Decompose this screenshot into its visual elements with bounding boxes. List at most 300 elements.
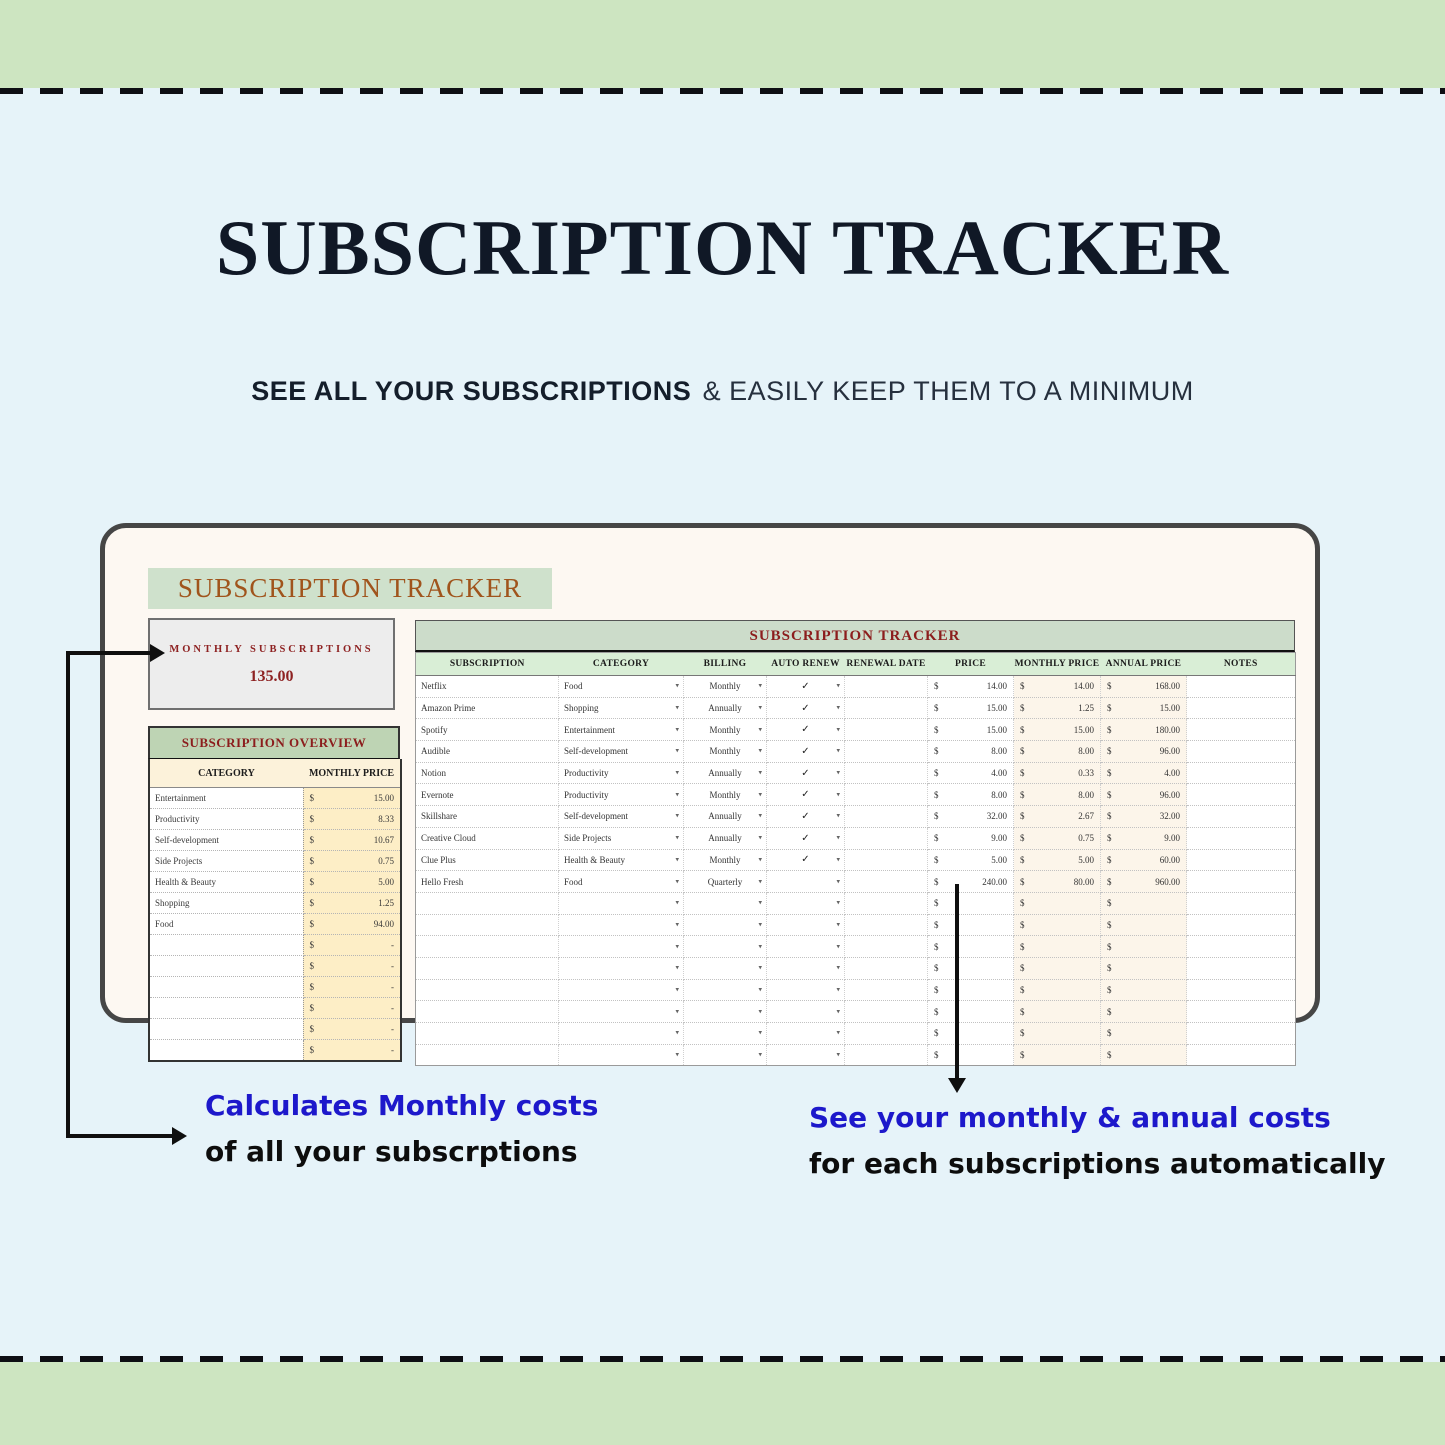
cell-annual-price[interactable] <box>1101 806 1187 828</box>
cell-billing-dropdown[interactable] <box>684 1023 767 1045</box>
cell-notes[interactable] <box>1187 719 1296 741</box>
tracker-col-monthly-price: MONTHLY PRICE <box>1014 653 1101 676</box>
cell-price[interactable] <box>928 676 1014 698</box>
dropdown-arrow-icon[interactable]: ▾ <box>758 985 762 994</box>
cell-subscription[interactable]: Spotify <box>416 719 559 741</box>
cell-category[interactable]: Side Projects <box>149 851 303 872</box>
cell-billing-dropdown[interactable] <box>684 979 767 1001</box>
cell-billing-dropdown[interactable]: Quarterly ▾ <box>684 871 767 893</box>
cell-renewal-date[interactable] <box>845 741 928 763</box>
cell-category-dropdown[interactable] <box>559 1023 684 1045</box>
cell-monthly-price[interactable] <box>303 914 401 935</box>
cell-notes[interactable] <box>1187 676 1296 698</box>
dropdown-arrow-icon[interactable]: ▾ <box>836 681 840 690</box>
cell-subscription[interactable] <box>416 1044 559 1066</box>
tracker-row <box>416 784 1296 806</box>
overview-row <box>149 977 401 998</box>
cell-notes[interactable] <box>1187 827 1296 849</box>
page-title: SUBSCRIPTION TRACKER <box>215 204 1230 291</box>
dropdown-arrow-icon[interactable]: ▾ <box>675 1028 679 1037</box>
dropdown-arrow-icon[interactable]: ▾ <box>836 746 840 755</box>
cell-renewal-date[interactable] <box>845 979 928 1001</box>
cell-notes[interactable] <box>1187 914 1296 936</box>
cell-auto-renew-dropdown[interactable] <box>767 892 845 914</box>
dropdown-arrow-icon[interactable]: ▾ <box>758 768 762 777</box>
dropdown-arrow-icon[interactable]: ▾ <box>836 703 840 712</box>
cell-category-dropdown[interactable]: Food ▾ <box>559 871 684 893</box>
cell-renewal-date[interactable] <box>845 849 928 871</box>
cell-monthly-price[interactable] <box>1014 719 1101 741</box>
cell-notes[interactable] <box>1187 1044 1296 1066</box>
dropdown-arrow-icon[interactable]: ▾ <box>675 746 679 755</box>
dropdown-arrow-icon[interactable]: ▾ <box>758 920 762 929</box>
cell-annual-price[interactable] <box>1101 784 1187 806</box>
cell-category-dropdown[interactable]: Side Projects ▾ <box>559 827 684 849</box>
cell-renewal-date[interactable] <box>845 762 928 784</box>
cell-monthly-price[interactable] <box>1014 979 1101 1001</box>
cell-auto-renew-dropdown[interactable]: ✓ ▾ <box>767 784 845 806</box>
cell-auto-renew-dropdown[interactable]: ✓ ▾ <box>767 697 845 719</box>
cell-annual-price[interactable] <box>1101 719 1187 741</box>
overview-row <box>149 1019 401 1040</box>
cell-category[interactable]: Entertainment <box>149 788 303 809</box>
tracker-row <box>416 806 1296 828</box>
dropdown-arrow-icon[interactable]: ▾ <box>675 963 679 972</box>
currency-symbol: $ <box>1020 746 1025 757</box>
dropdown-arrow-icon[interactable]: ▾ <box>758 790 762 799</box>
cell-billing-dropdown[interactable]: Monthly ▾ <box>684 784 767 806</box>
cell-price[interactable] <box>928 1044 1014 1066</box>
cell-renewal-date[interactable] <box>845 719 928 741</box>
cell-subscription[interactable] <box>416 936 559 958</box>
currency-symbol: $ <box>1107 876 1112 887</box>
cell-annual-price[interactable] <box>1101 871 1187 893</box>
dropdown-arrow-icon[interactable]: ▾ <box>675 811 679 820</box>
cell-auto-renew-dropdown[interactable] <box>767 1023 845 1045</box>
cell-price[interactable] <box>928 849 1014 871</box>
cell-price[interactable] <box>928 1001 1014 1023</box>
cell-monthly-price[interactable] <box>303 788 401 809</box>
cell-monthly-price[interactable] <box>303 935 401 956</box>
dropdown-arrow-icon[interactable]: ▾ <box>675 985 679 994</box>
cell-price[interactable] <box>928 697 1014 719</box>
cell-notes[interactable] <box>1187 936 1296 958</box>
currency-symbol: $ <box>1107 724 1112 735</box>
currency-symbol: $ <box>309 898 314 908</box>
cell-monthly-price[interactable] <box>1014 892 1101 914</box>
cell-annual-price[interactable] <box>1101 741 1187 763</box>
cell-monthly-price[interactable] <box>303 956 401 977</box>
cell-billing-dropdown[interactable] <box>684 1001 767 1023</box>
cell-monthly-price[interactable] <box>303 830 401 851</box>
currency-symbol: $ <box>1107 898 1112 909</box>
cell-subscription[interactable]: Evernote <box>416 784 559 806</box>
dropdown-arrow-icon[interactable]: ▾ <box>836 1028 840 1037</box>
dropdown-arrow-icon[interactable]: ▾ <box>758 1050 762 1059</box>
cell-monthly-price[interactable] <box>303 893 401 914</box>
dropdown-arrow-icon[interactable]: ▾ <box>758 1028 762 1037</box>
monthly-subscriptions-value: 135.00 <box>249 668 294 685</box>
cell-auto-renew-dropdown[interactable] <box>767 1044 845 1066</box>
cell-subscription[interactable]: Skillshare <box>416 806 559 828</box>
cell-annual-price[interactable] <box>1101 827 1187 849</box>
dropdown-arrow-icon[interactable]: ▾ <box>675 920 679 929</box>
cell-monthly-price[interactable] <box>1014 762 1101 784</box>
cell-notes[interactable] <box>1187 1001 1296 1023</box>
cell-price[interactable] <box>928 806 1014 828</box>
cell-category-dropdown[interactable] <box>559 1044 684 1066</box>
cell-monthly-price[interactable] <box>1014 1023 1101 1045</box>
cell-price[interactable] <box>928 1023 1014 1045</box>
cell-annual-price[interactable] <box>1101 849 1187 871</box>
cell-notes[interactable] <box>1187 849 1296 871</box>
cell-renewal-date[interactable] <box>845 914 928 936</box>
cell-subscription[interactable] <box>416 914 559 936</box>
cell-monthly-price[interactable] <box>1014 1001 1101 1023</box>
overview-section <box>148 726 400 1062</box>
dropdown-arrow-icon[interactable]: ▾ <box>836 942 840 951</box>
cell-billing-dropdown[interactable] <box>684 936 767 958</box>
cell-billing-dropdown[interactable]: Monthly ▾ <box>684 849 767 871</box>
dropdown-arrow-icon[interactable]: ▾ <box>758 725 762 734</box>
currency-symbol: $ <box>1107 941 1112 952</box>
dropdown-arrow-icon[interactable]: ▾ <box>836 725 840 734</box>
cell-monthly-price[interactable] <box>1014 784 1101 806</box>
cell-monthly-price[interactable] <box>1014 676 1101 698</box>
dropdown-arrow-icon[interactable]: ▾ <box>675 681 679 690</box>
cell-renewal-date[interactable] <box>845 1001 928 1023</box>
cell-billing-dropdown[interactable] <box>684 957 767 979</box>
cell-auto-renew-dropdown[interactable] <box>767 957 845 979</box>
cell-monthly-price[interactable] <box>1014 957 1101 979</box>
currency-symbol: $ <box>934 811 939 822</box>
cell-billing-dropdown[interactable]: Monthly ▾ <box>684 719 767 741</box>
cell-notes[interactable] <box>1187 871 1296 893</box>
dropdown-arrow-icon[interactable]: ▾ <box>836 833 840 842</box>
cell-auto-renew-dropdown[interactable] <box>767 914 845 936</box>
cell-subscription[interactable]: Netflix <box>416 676 559 698</box>
cell-auto-renew-dropdown[interactable] <box>767 1001 845 1023</box>
cell-monthly-price[interactable] <box>1014 1044 1101 1066</box>
cell-monthly-price[interactable] <box>1014 871 1101 893</box>
cell-monthly-price[interactable] <box>303 872 401 893</box>
cell-category-dropdown[interactable]: Self-development ▾ <box>559 741 684 763</box>
cell-subscription[interactable] <box>416 957 559 979</box>
cell-category[interactable] <box>149 1019 303 1040</box>
connector-line-bottom-horizontal <box>66 1134 174 1138</box>
currency-symbol: $ <box>934 768 939 779</box>
connector-line-right-vertical <box>955 884 959 1080</box>
dropdown-arrow-icon[interactable]: ▾ <box>675 725 679 734</box>
cell-monthly-price[interactable] <box>1014 849 1101 871</box>
dropdown-arrow-icon[interactable]: ▾ <box>836 855 840 864</box>
cell-category-dropdown[interactable]: Health & Beauty ▾ <box>559 849 684 871</box>
cell-category[interactable]: Food <box>149 914 303 935</box>
cell-price[interactable] <box>928 936 1014 958</box>
cell-monthly-price[interactable] <box>1014 806 1101 828</box>
overview-col-category: CATEGORY <box>149 759 303 788</box>
dropdown-arrow-icon[interactable]: ▾ <box>675 790 679 799</box>
currency-symbol: $ <box>309 919 314 929</box>
cell-notes[interactable] <box>1187 697 1296 719</box>
cell-notes[interactable] <box>1187 1023 1296 1045</box>
cell-renewal-date[interactable] <box>845 784 928 806</box>
cell-renewal-date[interactable] <box>845 936 928 958</box>
amount-value: 96.00 <box>1159 789 1180 800</box>
cell-price[interactable] <box>928 979 1014 1001</box>
currency-symbol: $ <box>309 877 314 887</box>
cell-category-dropdown[interactable]: Food ▾ <box>559 676 684 698</box>
dropdown-arrow-icon[interactable]: ▾ <box>758 855 762 864</box>
cell-subscription[interactable]: Clue Plus <box>416 849 559 871</box>
cell-monthly-price[interactable] <box>1014 741 1101 763</box>
connector-arrowhead-right-bottom <box>172 1127 187 1145</box>
dropdown-arrow-icon[interactable]: ▾ <box>675 703 679 712</box>
dropdown-arrow-icon[interactable]: ▾ <box>675 1007 679 1016</box>
cell-monthly-price[interactable] <box>1014 936 1101 958</box>
currency-symbol: $ <box>1020 768 1025 779</box>
dropdown-arrow-icon[interactable]: ▾ <box>836 790 840 799</box>
cell-annual-price[interactable] <box>1101 697 1187 719</box>
dropdown-arrow-icon[interactable]: ▾ <box>758 746 762 755</box>
cell-notes[interactable] <box>1187 892 1296 914</box>
cell-category[interactable]: Productivity <box>149 809 303 830</box>
overview-row <box>149 956 401 977</box>
currency-symbol: $ <box>309 961 314 971</box>
dropdown-arrow-icon[interactable]: ▾ <box>836 1050 840 1059</box>
cell-category[interactable] <box>149 977 303 998</box>
page-subtitle <box>0 376 1445 407</box>
cell-subscription[interactable]: Creative Cloud <box>416 827 559 849</box>
dropdown-arrow-icon[interactable]: ▾ <box>836 877 840 886</box>
cell-annual-price[interactable] <box>1101 936 1187 958</box>
cell-annual-price[interactable] <box>1101 1044 1187 1066</box>
cell-subscription[interactable] <box>416 979 559 1001</box>
dropdown-arrow-icon[interactable]: ▾ <box>758 681 762 690</box>
cell-annual-price[interactable] <box>1101 1001 1187 1023</box>
cell-monthly-price[interactable] <box>303 977 401 998</box>
cell-price[interactable] <box>928 784 1014 806</box>
cell-auto-renew-dropdown[interactable]: ✓ ▾ <box>767 741 845 763</box>
cell-category-dropdown[interactable]: Productivity ▾ <box>559 762 684 784</box>
cell-subscription[interactable]: Audible <box>416 741 559 763</box>
cell-category[interactable] <box>149 935 303 956</box>
dropdown-arrow-icon[interactable]: ▾ <box>675 833 679 842</box>
cell-category-dropdown[interactable]: Self-development ▾ <box>559 806 684 828</box>
dropdown-arrow-icon[interactable]: ▾ <box>836 920 840 929</box>
cell-billing-dropdown[interactable] <box>684 892 767 914</box>
cell-auto-renew-dropdown[interactable] <box>767 871 845 893</box>
currency-symbol: $ <box>934 876 939 887</box>
dropdown-arrow-icon[interactable]: ▾ <box>675 942 679 951</box>
cell-billing-dropdown[interactable] <box>684 1044 767 1066</box>
dropdown-arrow-icon[interactable]: ▾ <box>836 985 840 994</box>
cell-subscription[interactable]: Notion <box>416 762 559 784</box>
dropdown-arrow-icon[interactable]: ▾ <box>675 877 679 886</box>
cell-monthly-price[interactable] <box>1014 827 1101 849</box>
cell-subscription[interactable] <box>416 1001 559 1023</box>
cell-renewal-date[interactable] <box>845 676 928 698</box>
currency-symbol: $ <box>1020 854 1025 865</box>
currency-symbol: $ <box>1020 1028 1025 1039</box>
cell-auto-renew-dropdown[interactable]: ✓ ▾ <box>767 676 845 698</box>
cell-notes[interactable] <box>1187 957 1296 979</box>
cell-category-dropdown[interactable] <box>559 979 684 1001</box>
overview-header-row <box>149 759 401 788</box>
dropdown-arrow-icon[interactable]: ▾ <box>758 963 762 972</box>
cell-annual-price[interactable] <box>1101 892 1187 914</box>
dropdown-arrow-icon[interactable]: ▾ <box>836 898 840 907</box>
dropdown-arrow-icon[interactable]: ▾ <box>758 811 762 820</box>
cell-auto-renew-dropdown[interactable]: ✓ ▾ <box>767 827 845 849</box>
currency-symbol: $ <box>309 814 314 824</box>
dropdown-arrow-icon[interactable]: ▾ <box>675 1050 679 1059</box>
cell-renewal-date[interactable] <box>845 1044 928 1066</box>
dropdown-arrow-icon[interactable]: ▾ <box>675 855 679 864</box>
cell-billing-dropdown[interactable] <box>684 914 767 936</box>
cell-billing-dropdown[interactable]: Monthly ▾ <box>684 741 767 763</box>
cell-renewal-date[interactable] <box>845 871 928 893</box>
currency-symbol: $ <box>934 963 939 974</box>
tracker-row <box>416 849 1296 871</box>
currency-symbol: $ <box>1020 898 1025 909</box>
cell-price[interactable] <box>928 719 1014 741</box>
currency-symbol: $ <box>934 681 939 692</box>
cell-monthly-price[interactable] <box>303 998 401 1019</box>
cell-notes[interactable] <box>1187 784 1296 806</box>
cell-category-dropdown[interactable] <box>559 936 684 958</box>
dropdown-arrow-icon[interactable]: ▾ <box>836 1007 840 1016</box>
dropdown-arrow-icon[interactable]: ▾ <box>675 898 679 907</box>
cell-category[interactable] <box>149 1040 303 1062</box>
annotation-left <box>205 1083 598 1175</box>
cell-auto-renew-dropdown[interactable] <box>767 936 845 958</box>
cell-monthly-price[interactable] <box>303 809 401 830</box>
overview-row <box>149 914 401 935</box>
cell-monthly-price[interactable] <box>303 851 401 872</box>
cell-renewal-date[interactable] <box>845 957 928 979</box>
dropdown-arrow-icon[interactable]: ▾ <box>836 768 840 777</box>
amount-value: 9.00 <box>1164 833 1180 844</box>
dropdown-arrow-icon[interactable]: ▾ <box>836 963 840 972</box>
cell-price[interactable] <box>928 892 1014 914</box>
cell-category-dropdown[interactable]: Shopping ▾ <box>559 697 684 719</box>
cell-renewal-date[interactable] <box>845 892 928 914</box>
cell-auto-renew-dropdown[interactable]: ✓ ▾ <box>767 762 845 784</box>
cell-notes[interactable] <box>1187 979 1296 1001</box>
dropdown-arrow-icon[interactable]: ▾ <box>758 942 762 951</box>
cell-category[interactable]: Self-development <box>149 830 303 851</box>
amount-value: 8.00 <box>1078 746 1094 757</box>
cell-price[interactable] <box>928 741 1014 763</box>
cell-category-dropdown[interactable]: Productivity ▾ <box>559 784 684 806</box>
monthly-subscriptions-box <box>148 618 395 710</box>
dropdown-arrow-icon[interactable]: ▾ <box>758 833 762 842</box>
cell-renewal-date[interactable] <box>845 806 928 828</box>
cell-price[interactable] <box>928 871 1014 893</box>
cell-category-dropdown[interactable] <box>559 1001 684 1023</box>
cell-billing-dropdown[interactable]: Annually ▾ <box>684 762 767 784</box>
cell-notes[interactable] <box>1187 762 1296 784</box>
cell-renewal-date[interactable] <box>845 1023 928 1045</box>
currency-symbol: $ <box>1020 984 1025 995</box>
currency-symbol: $ <box>1107 963 1112 974</box>
cell-monthly-price[interactable] <box>303 1019 401 1040</box>
tracker-col-notes: NOTES <box>1187 653 1296 676</box>
top-dashed-divider <box>0 88 1445 94</box>
cell-category[interactable] <box>149 998 303 1019</box>
cell-annual-price[interactable] <box>1101 762 1187 784</box>
currency-symbol: $ <box>934 898 939 909</box>
cell-renewal-date[interactable] <box>845 697 928 719</box>
cell-category[interactable] <box>149 956 303 977</box>
cell-renewal-date[interactable] <box>845 827 928 849</box>
cell-subscription[interactable]: Amazon Prime <box>416 697 559 719</box>
subtitle-bold-text: SEE ALL YOUR SUBSCRIPTIONS <box>251 376 692 406</box>
dropdown-arrow-icon[interactable]: ▾ <box>836 811 840 820</box>
cell-notes[interactable] <box>1187 806 1296 828</box>
dropdown-arrow-icon[interactable]: ▾ <box>675 768 679 777</box>
cell-billing-dropdown[interactable]: Annually ▾ <box>684 806 767 828</box>
dropdown-arrow-icon[interactable]: ▾ <box>758 898 762 907</box>
dropdown-arrow-icon[interactable]: ▾ <box>758 703 762 712</box>
cell-billing-dropdown[interactable]: Monthly ▾ <box>684 676 767 698</box>
amount-value: - <box>391 1003 394 1013</box>
cell-monthly-price[interactable] <box>303 1040 401 1062</box>
amount-value: 94.00 <box>373 919 394 929</box>
cell-billing-dropdown[interactable]: Annually ▾ <box>684 827 767 849</box>
dropdown-arrow-icon[interactable]: ▾ <box>758 1007 762 1016</box>
cell-category-dropdown[interactable] <box>559 892 684 914</box>
cell-annual-price[interactable] <box>1101 914 1187 936</box>
cell-annual-price[interactable] <box>1101 979 1187 1001</box>
cell-notes[interactable] <box>1187 741 1296 763</box>
amount-value: 1.25 <box>1078 703 1094 714</box>
cell-price[interactable] <box>928 827 1014 849</box>
amount-value: 5.00 <box>991 854 1007 865</box>
amount-value: 180.00 <box>1155 724 1180 735</box>
tracker-col-renewal-date: RENEWAL DATE <box>845 653 928 676</box>
cell-category-dropdown[interactable] <box>559 957 684 979</box>
cell-category-dropdown[interactable]: Entertainment ▾ <box>559 719 684 741</box>
cell-monthly-price[interactable] <box>1014 914 1101 936</box>
dropdown-arrow-icon[interactable]: ▾ <box>758 877 762 886</box>
cell-monthly-price[interactable] <box>1014 697 1101 719</box>
tracker-row <box>416 979 1296 1001</box>
overview-col-monthly-price: MONTHLY PRICE <box>303 759 401 788</box>
cell-price[interactable] <box>928 957 1014 979</box>
amount-value: 240.00 <box>982 876 1007 887</box>
cell-subscription[interactable] <box>416 1023 559 1045</box>
cell-price[interactable] <box>928 914 1014 936</box>
cell-annual-price[interactable] <box>1101 1023 1187 1045</box>
cell-auto-renew-dropdown[interactable] <box>767 979 845 1001</box>
cell-annual-price[interactable] <box>1101 957 1187 979</box>
cell-subscription[interactable] <box>416 892 559 914</box>
currency-symbol: $ <box>934 724 939 735</box>
cell-price[interactable] <box>928 762 1014 784</box>
cell-annual-price[interactable] <box>1101 676 1187 698</box>
cell-billing-dropdown[interactable]: Annually ▾ <box>684 697 767 719</box>
cell-auto-renew-dropdown[interactable]: ✓ ▾ <box>767 806 845 828</box>
cell-auto-renew-dropdown[interactable]: ✓ ▾ <box>767 719 845 741</box>
cell-category[interactable]: Shopping <box>149 893 303 914</box>
cell-auto-renew-dropdown[interactable]: ✓ ▾ <box>767 849 845 871</box>
overview-row <box>149 935 401 956</box>
cell-category-dropdown[interactable] <box>559 914 684 936</box>
cell-subscription[interactable]: Hello Fresh <box>416 871 559 893</box>
cell-category[interactable]: Health & Beauty <box>149 872 303 893</box>
